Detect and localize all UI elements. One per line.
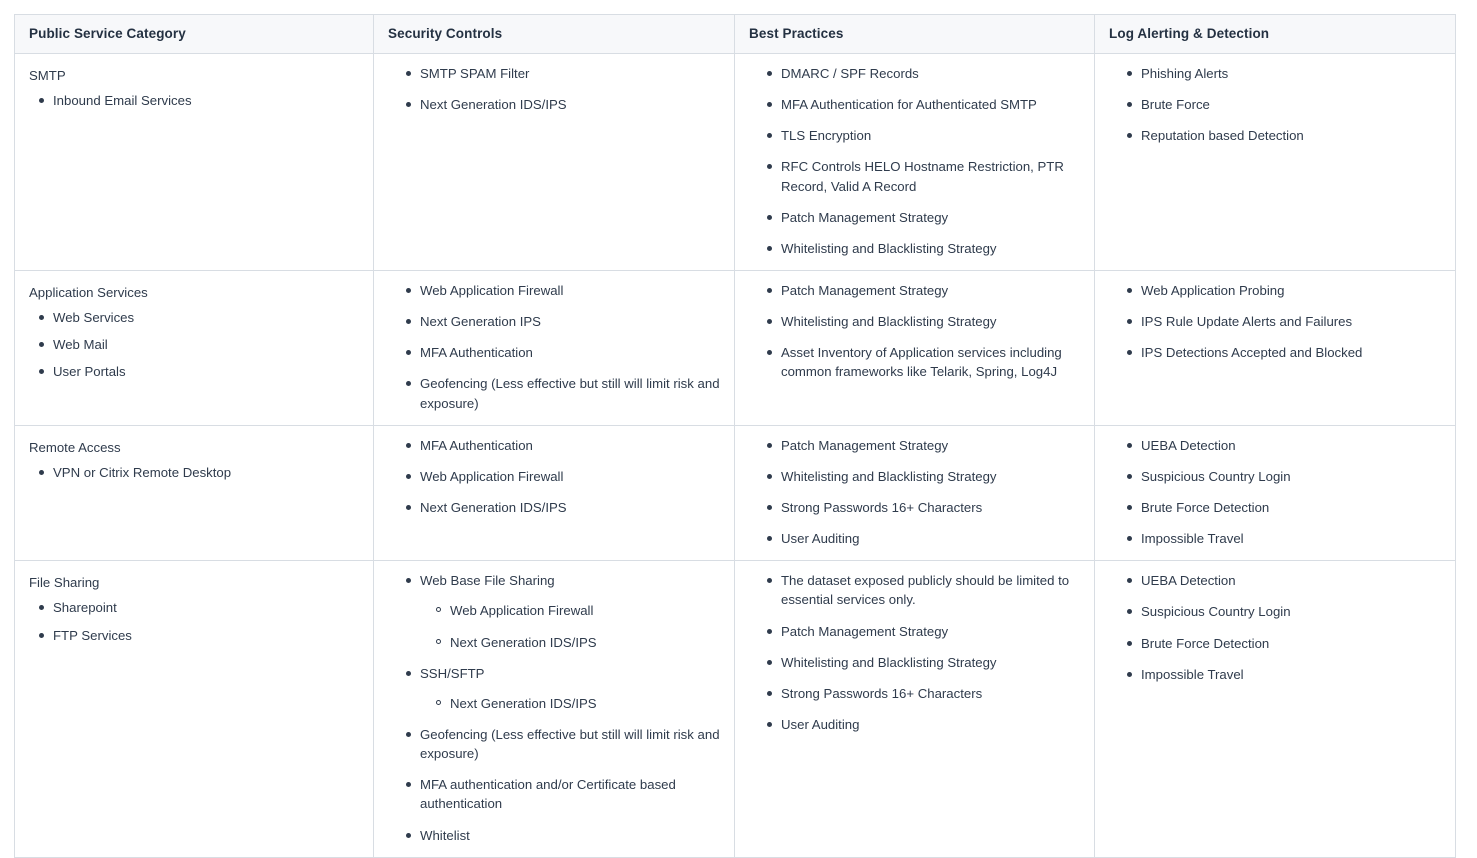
list-item: [39, 598, 359, 617]
sub-bullet-list: [420, 694, 720, 713]
list-item-label: Asset Inventory of Application services including common frameworks like Telarik, Spring, Log4J: [781, 345, 1062, 380]
list-item: [767, 126, 1080, 145]
list-item: [767, 467, 1080, 486]
table-header: [15, 15, 1456, 54]
list-item: [39, 626, 359, 645]
list-item-label: User Portals: [53, 364, 126, 380]
list-item: [39, 335, 359, 354]
bullet-list: [1109, 64, 1441, 145]
list-item-label: Geofencing (Less effective but still will limit risk and exposure): [420, 376, 720, 411]
list-item: [767, 622, 1080, 641]
list-item: [406, 281, 720, 300]
bullet-list: [749, 281, 1080, 382]
list-item: [406, 775, 720, 813]
list-item: [1127, 436, 1441, 455]
list-item-label: UEBA Detection: [1141, 573, 1236, 589]
list-item-label: MFA Authentication for Authenticated SMTP: [781, 97, 1037, 113]
bullet-list: [388, 571, 720, 844]
list-item: [406, 664, 720, 713]
table-body: [15, 54, 1456, 858]
list-item: [1127, 529, 1441, 548]
list-item: [767, 95, 1080, 114]
table-row: [15, 54, 1456, 271]
table-row: [15, 561, 1456, 857]
sub-list-item: [436, 633, 720, 652]
list-item: [406, 571, 720, 651]
bullet-list: [1109, 571, 1441, 684]
bullet-list: [1109, 281, 1441, 362]
list-item-label: Next Generation IPS: [420, 314, 541, 330]
cell-log-alerting-detection: [1095, 425, 1456, 561]
list-item-label: Web Application Firewall: [420, 468, 564, 484]
list-item-label: Geofencing (Less effective but still will limit risk and exposure): [420, 726, 720, 762]
security-matrix-table: [14, 14, 1456, 858]
bullet-list: [1109, 436, 1441, 549]
list-item-label: UEBA Detection: [1141, 437, 1236, 453]
list-item: [406, 312, 720, 331]
list-item: [767, 312, 1080, 331]
sub-list-item-label: Next Generation IDS/IPS: [450, 634, 597, 650]
list-item-label: MFA Authentication: [420, 345, 533, 361]
list-item-label: Sharepoint: [53, 600, 117, 616]
list-item: [767, 498, 1080, 517]
list-item: [767, 157, 1080, 195]
list-item-label: Suspicious Country Login: [1141, 468, 1291, 484]
bullet-list: [29, 91, 359, 110]
bullet-list: [749, 571, 1080, 734]
bullet-list: [749, 436, 1080, 549]
list-item: [39, 91, 359, 110]
cell-best-practices: [735, 561, 1095, 857]
list-item-label: Patch Management Strategy: [781, 282, 949, 298]
list-item-label: Brute Force Detection: [1141, 499, 1270, 515]
list-item-label: Web Mail: [53, 337, 108, 353]
list-item: [767, 436, 1080, 455]
list-item: [406, 95, 720, 114]
list-item: [767, 529, 1080, 548]
list-item-label: Web Base File Sharing: [420, 573, 555, 589]
cell-security-controls: [374, 270, 735, 425]
list-item: [406, 374, 720, 412]
category-title: Remote Access: [29, 439, 121, 455]
list-item: [1127, 602, 1441, 621]
list-item-label: DMARC / SPF Records: [781, 66, 919, 81]
list-item-label: Brute Force: [1141, 97, 1210, 113]
list-item: [1127, 281, 1441, 300]
list-item-label: Whitelisting and Blacklisting Strategy: [781, 314, 997, 330]
list-item-label: The dataset exposed publicly should be limited to essential services only.: [781, 573, 1070, 608]
category-title: File Sharing: [29, 575, 100, 591]
list-item-label: IPS Detections Accepted and Blocked: [1141, 345, 1363, 361]
list-item-label: Whitelisting and Blacklisting Strategy: [781, 240, 997, 256]
list-item-label: Whitelisting and Blacklisting Strategy: [781, 654, 997, 670]
list-item: [1127, 312, 1441, 331]
sub-bullet-list: [420, 601, 720, 651]
list-item-label: Inbound Email Services: [53, 93, 192, 109]
bullet-list: [388, 64, 720, 114]
cell-security-controls: [374, 54, 735, 271]
list-item: [406, 498, 720, 517]
bullet-list: [388, 436, 720, 517]
bullet-list: [29, 463, 359, 482]
list-item-label: Impossible Travel: [1141, 531, 1244, 547]
list-item: [406, 826, 720, 845]
column-header-log-alerting-detection: Log Alerting & Detection: [1095, 15, 1456, 54]
list-item-label: User Auditing: [781, 531, 860, 547]
bullet-list: [749, 64, 1080, 258]
list-item: [767, 684, 1080, 703]
list-item-label: FTP Services: [53, 627, 132, 643]
list-item-label: Suspicious Country Login: [1141, 604, 1291, 620]
list-item: [406, 725, 720, 763]
bullet-list: [388, 281, 720, 413]
list-item: [1127, 64, 1441, 83]
list-item-label: Web Application Probing: [1141, 282, 1285, 298]
category-title: Application Services: [29, 284, 148, 300]
list-item-label: Whitelist: [420, 827, 470, 843]
list-item-label: IPS Rule Update Alerts and Failures: [1141, 314, 1353, 330]
list-item: [767, 64, 1080, 83]
list-item-label: SMTP SPAM Filter: [420, 66, 530, 81]
list-item-label: Impossible Travel: [1141, 666, 1244, 682]
list-item: [39, 463, 359, 482]
list-item-label: SSH/SFTP: [420, 665, 485, 681]
list-item: [1127, 467, 1441, 486]
list-item-label: Patch Management Strategy: [781, 437, 949, 453]
list-item-label: Patch Management Strategy: [781, 623, 949, 639]
list-item-label: RFC Controls HELO Hostname Restriction, PTR Record, Valid A Record: [781, 159, 1064, 194]
list-item: [767, 239, 1080, 258]
list-item: [406, 64, 720, 83]
list-item-label: Strong Passwords 16+ Characters: [781, 685, 983, 701]
cell-public-service-category: [15, 54, 374, 271]
table-header-row: [15, 15, 1456, 54]
list-item-label: TLS Encryption: [781, 128, 872, 144]
list-item: [767, 208, 1080, 227]
list-item: [1127, 343, 1441, 362]
list-item: [1127, 665, 1441, 684]
cell-public-service-category: [15, 561, 374, 857]
list-item: [406, 436, 720, 455]
list-item: [406, 343, 720, 362]
cell-security-controls: [374, 561, 735, 857]
list-item: [1127, 95, 1441, 114]
cell-best-practices: [735, 54, 1095, 271]
list-item-label: Next Generation IDS/IPS: [420, 97, 567, 113]
list-item: [1127, 126, 1441, 145]
sub-list-item: [436, 694, 720, 713]
list-item: [406, 467, 720, 486]
list-item-label: VPN or Citrix Remote Desktop: [53, 464, 232, 480]
list-item-label: Web Application Firewall: [420, 282, 564, 298]
list-item-label: Strong Passwords 16+ Characters: [781, 499, 983, 515]
list-item-label: Next Generation IDS/IPS: [420, 499, 567, 515]
list-item: [767, 653, 1080, 672]
list-item-label: Phishing Alerts: [1141, 66, 1229, 81]
sub-list-item: [436, 601, 720, 620]
list-item-label: Whitelisting and Blacklisting Strategy: [781, 468, 997, 484]
list-item-label: Patch Management Strategy: [781, 209, 949, 225]
cell-log-alerting-detection: [1095, 270, 1456, 425]
cell-public-service-category: [15, 270, 374, 425]
bullet-list: [29, 308, 359, 381]
cell-best-practices: [735, 425, 1095, 561]
list-item: [39, 308, 359, 327]
list-item-label: Brute Force Detection: [1141, 635, 1270, 651]
list-item: [767, 715, 1080, 734]
cell-security-controls: [374, 425, 735, 561]
list-item: [1127, 634, 1441, 653]
list-item-label: Reputation based Detection: [1141, 128, 1304, 144]
category-title: SMTP: [29, 68, 66, 83]
cell-best-practices: [735, 270, 1095, 425]
list-item: [767, 571, 1080, 609]
table-row: [15, 425, 1456, 561]
list-item-label: MFA authentication and/or Certificate based authentication: [420, 777, 676, 812]
sub-list-item-label: Next Generation IDS/IPS: [450, 695, 597, 711]
list-item-label: Web Services: [53, 310, 135, 326]
column-header-security-controls: Security Controls: [374, 15, 735, 54]
list-item-label: User Auditing: [781, 716, 860, 732]
table-row: [15, 270, 1456, 425]
list-item-label: MFA Authentication: [420, 437, 533, 453]
cell-log-alerting-detection: [1095, 561, 1456, 857]
sub-list-item-label: Web Application Firewall: [450, 603, 594, 619]
list-item: [767, 281, 1080, 300]
cell-public-service-category: [15, 425, 374, 561]
cell-log-alerting-detection: [1095, 54, 1456, 271]
column-header-best-practices: Best Practices: [735, 15, 1095, 54]
list-item: [1127, 571, 1441, 590]
column-header-public-service-category: Public Service Category: [15, 15, 374, 54]
bullet-list: [29, 598, 359, 644]
list-item: [1127, 498, 1441, 517]
list-item: [39, 362, 359, 381]
list-item: [767, 343, 1080, 381]
